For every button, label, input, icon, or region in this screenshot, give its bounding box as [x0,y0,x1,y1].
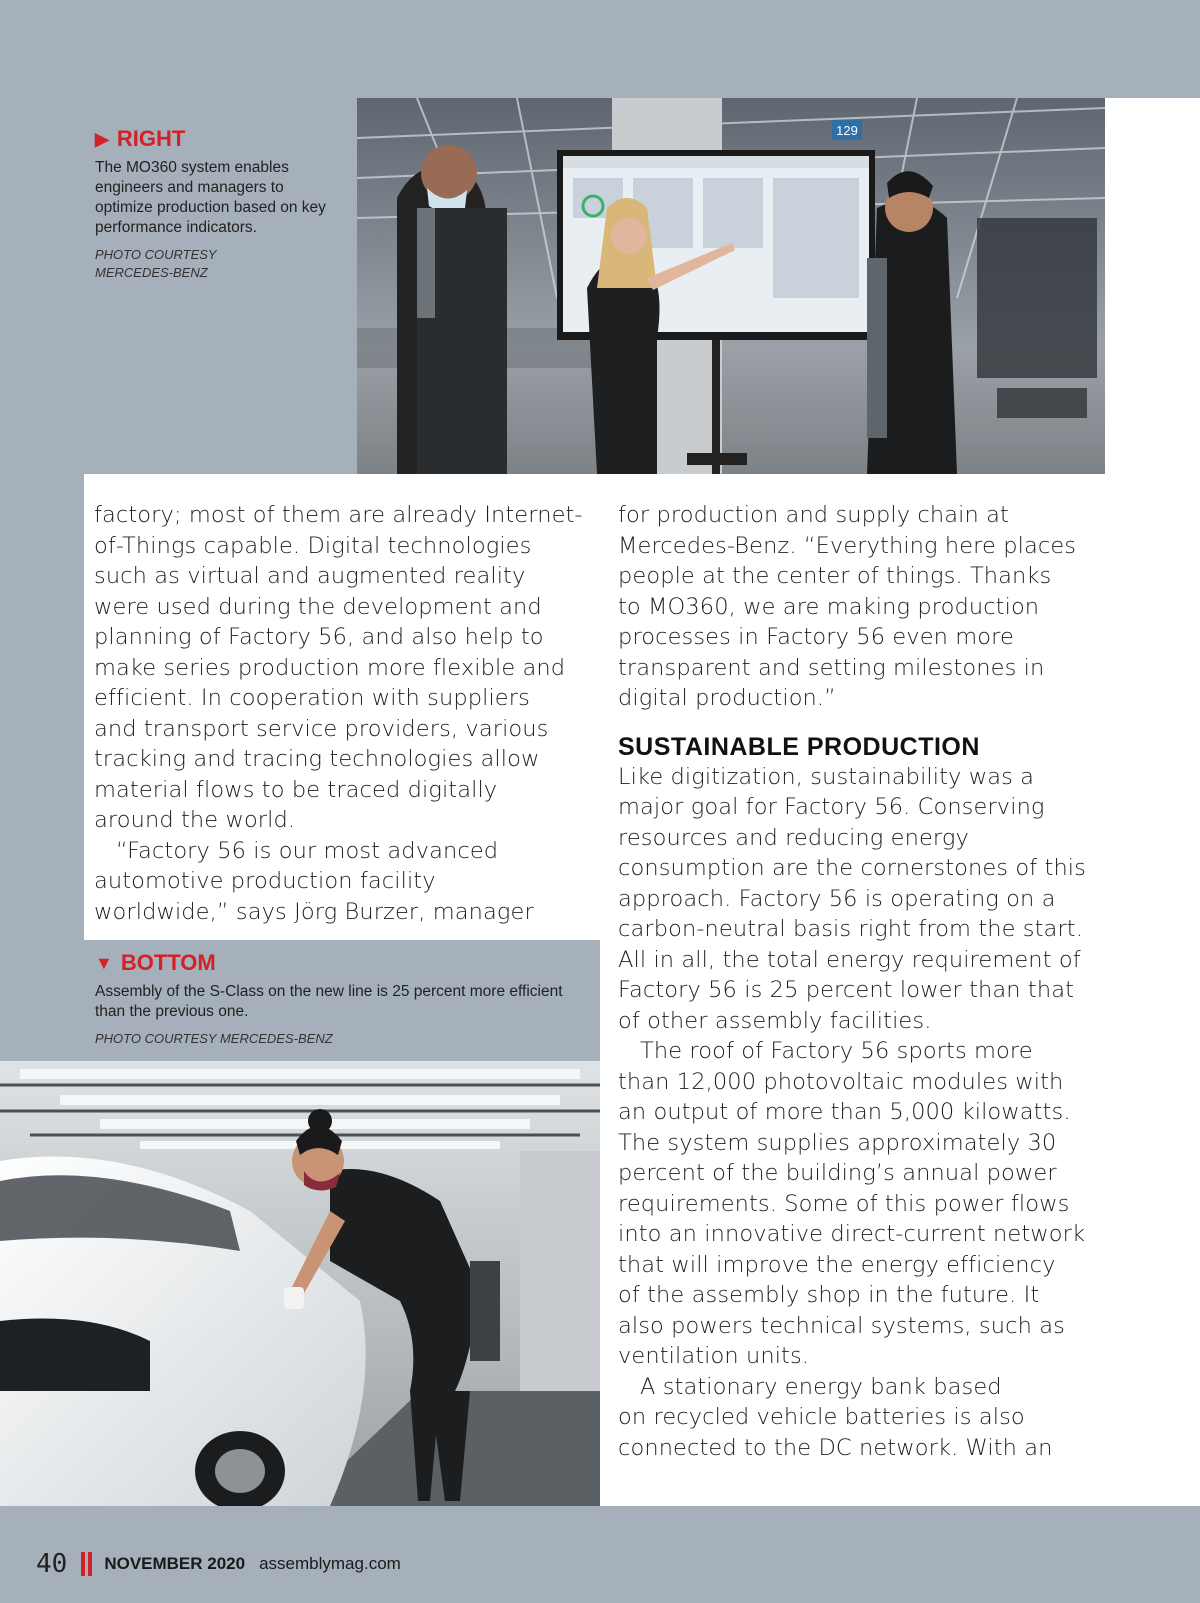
caption-bottom-credit: PHOTO COURTESY MERCEDES-BENZ [95,1031,333,1046]
caption-right-heading [95,126,335,152]
right-paragraph-4: A stationary energy bank based on recycled vehicle batteries is also connected to the DC network. With an [618,1373,1053,1461]
left-paragraph-2: “Factory 56 is our most advanced automotive production facility worldwide,” says Jörg Burzer, manager [94,837,534,925]
triangle-down-icon: ▼ [95,952,113,973]
footer-divider-bar [81,1552,85,1576]
caption-right-label: RIGHT [116,126,186,151]
caption-bottom [95,950,585,1048]
right-paragraph-3: The roof of Factory 56 sports more than 12,000 photovoltaic modules with an output of more than 5,000 kilowatts. The system supplies approximately 30 percent of the building’s annual power requirements. Some of this power flows into an innovative direct-current network that will improve the energy efficiency of the assembly shop in the future. It also powers technical systems, such as ventilation units. [618,1038,1086,1369]
photo-s-class-assembly [0,1061,600,1506]
sign-number: 129 [836,123,858,138]
article-right-column [618,500,1198,1463]
footer-issue: NOVEMBER 2020 [104,1554,246,1573]
caption-bottom-label: BOTTOM [120,950,216,975]
caption-right-text: The MO360 system enables engineers and managers to optimize production based on key performance indicators. [95,159,326,236]
photo-mo360-illustration [357,98,1105,474]
caption-bottom-text: Assembly of the S-Class on the new line is 25 percent more efficient than the previous one. [95,983,563,1020]
caption-bottom-heading [95,950,585,976]
footer-site-link[interactable]: assemblymag.com [259,1554,401,1573]
photo-mo360-display [357,98,1105,474]
right-paragraph-2: Like digitization, sustainability was a major goal for Factory 56. Conserving resources and reducing energy consumption are the cornerstones of this approach. Factory 56 is operating on a carbon-neutral basis right from the start. All in all, the total energy requirement of Factory 56 is 25 percent lower than that of other assembly facilities. [618,763,1086,1034]
caption-right-credit-line2: MERCEDES-BENZ [95,265,208,280]
right-paragraph-1: for production and supply chain at Mercedes-Benz. “Everything here places people at the center of things. Thanks to MO360, we are making production processes in Factory 56 even more transparent and setting milestones in digital production.” [618,502,1077,711]
white-panel-top-right [1104,98,1200,474]
caption-right-credit [95,246,335,282]
triangle-right-icon: ▶ [95,128,109,149]
page-footer [36,1546,401,1582]
caption-right-credit-line1: PHOTO COURTESY [95,247,217,262]
article-left-column [94,500,594,927]
left-paragraph-1: factory; most of them are already Internet- of-Things capable. Digital technologies such as virtual and augmented reality were used during the development and planning of Factory 56, and also help to make series production more flexible and efficient. In cooperation with suppliers and transport service providers, various tracking and tracing technologies allow material flows to be traced digitally around the world. [94,502,583,833]
caption-right [95,126,335,282]
section-heading-sustainable-production: SUSTAINABLE PRODUCTION [618,732,980,761]
footer-divider-bar-2 [88,1552,92,1576]
photo-assembly-illustration [0,1061,600,1506]
page-number: 40 [36,1549,68,1579]
